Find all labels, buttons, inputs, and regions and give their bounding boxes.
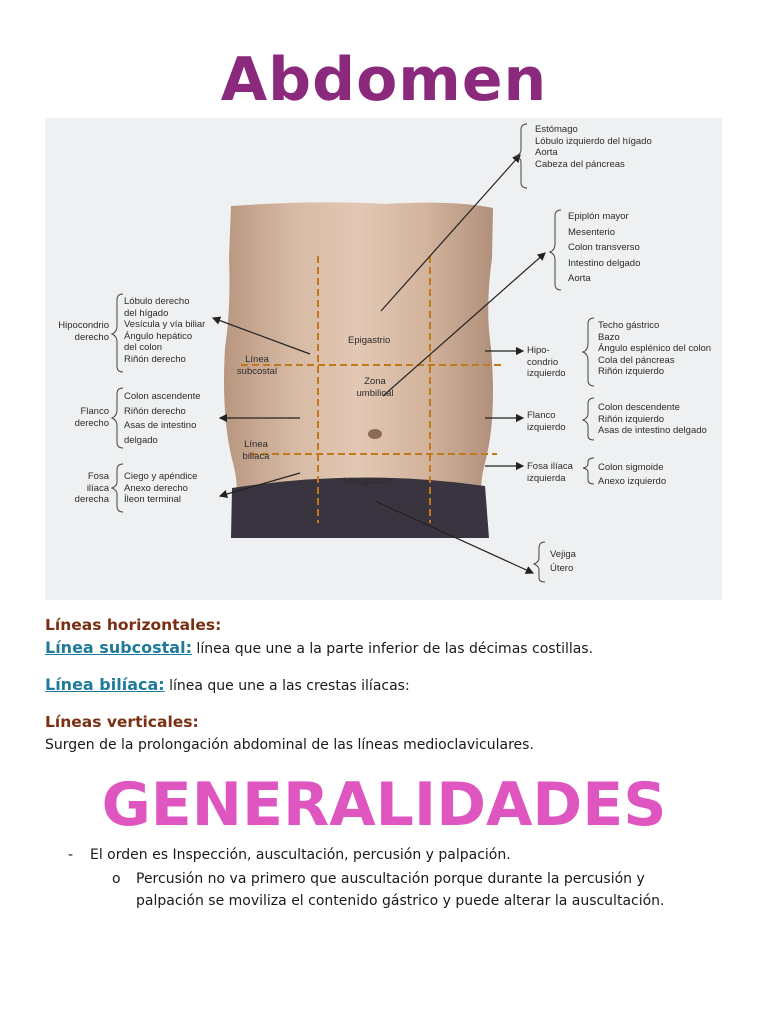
label-line: Flanco bbox=[80, 406, 109, 417]
label-line: Hipocondrio bbox=[58, 320, 109, 331]
label-line: del colon bbox=[124, 342, 163, 354]
label-intestino-delgado: Intestino delgado bbox=[568, 257, 641, 269]
page-title: Abdomen bbox=[220, 45, 548, 115]
paragraph-linea-subcostal bbox=[45, 638, 593, 657]
text-linea-biliaca: línea que une a las crestas ilíacas: bbox=[164, 678, 410, 694]
label-hipocondrio-izquierdo bbox=[527, 345, 566, 380]
label-colon-transverso: Colon transverso bbox=[568, 242, 640, 253]
label-line: biliaca bbox=[242, 450, 270, 462]
sub-bullet-line-2: palpación se moviliza el contenido gástrico y puede alterar la auscultación. bbox=[136, 893, 665, 909]
heading-lineas-horizontales: Líneas horizontales: bbox=[45, 616, 222, 634]
label-line: derecho bbox=[74, 417, 109, 429]
label-line: Asas de intestino delgado bbox=[598, 425, 707, 437]
term-linea-biliaca: Línea bilíaca: bbox=[45, 675, 165, 694]
label-line: Anexo derecho bbox=[124, 482, 188, 494]
list-hipocondrio-izquierdo bbox=[598, 320, 711, 378]
list-hipogastrio bbox=[550, 548, 576, 576]
sub-bullet-marker: o bbox=[112, 871, 121, 887]
paragraph-linea-biliaca bbox=[45, 675, 410, 694]
label-group-upper-right-1 bbox=[535, 124, 652, 170]
label-line: Riñón izquierdo bbox=[598, 413, 665, 425]
label-linea-biliaca bbox=[230, 439, 282, 462]
label-cabeza-pancreas: Cabeza del páncreas bbox=[535, 158, 625, 170]
label-line: condrio bbox=[527, 356, 559, 368]
list-hipocondrio-derecho bbox=[124, 296, 205, 366]
label-line: izquierdo bbox=[527, 368, 566, 380]
label-line: Anexo izquierdo bbox=[598, 476, 667, 487]
label-line: Asas de intestino bbox=[124, 420, 197, 431]
label-line: Línea bbox=[245, 354, 269, 365]
label-fosa-iliaca-derecha bbox=[47, 471, 109, 506]
label-line: subcostal bbox=[236, 365, 278, 377]
label-line: Vejiga bbox=[550, 549, 576, 560]
label-fosa-iliaca-izquierda bbox=[527, 461, 573, 484]
label-epigastrio: Epigastrio bbox=[348, 335, 391, 346]
heading-lineas-verticales: Líneas verticales: bbox=[45, 713, 199, 731]
text-linea-subcostal: línea que une a la parte inferior de las décimas costillas. bbox=[191, 641, 594, 657]
label-line: Flanco bbox=[527, 410, 556, 421]
label-line: delgado bbox=[124, 434, 158, 446]
label-epiplon: Epiplón mayor bbox=[568, 211, 629, 222]
label-line: derecho bbox=[74, 331, 109, 343]
bullet-text-orden: El orden es Inspección, auscultación, percusión y palpación. bbox=[90, 847, 511, 863]
heading-generalidades: GENERALIDADES bbox=[101, 770, 667, 840]
label-line: izquierda bbox=[527, 472, 566, 484]
text-lineas-verticales: Surgen de la prolongación abdominal de las líneas medioclaviculares. bbox=[45, 737, 534, 753]
label-line: Zona bbox=[364, 376, 386, 387]
navel bbox=[368, 429, 382, 439]
abdomen-diagram bbox=[45, 118, 722, 600]
label-line: Vesícula y vía biliar bbox=[124, 319, 206, 331]
label-line: Íleon terminal bbox=[124, 494, 182, 506]
label-group-upper-right-2 bbox=[568, 209, 640, 287]
label-flanco-derecho bbox=[47, 406, 109, 429]
label-line: Fosa ilíaca bbox=[527, 461, 573, 472]
label-line: Riñón derecho bbox=[124, 353, 186, 365]
label-line: Lóbulo derecho bbox=[124, 296, 190, 307]
label-aorta-1: Aorta bbox=[535, 147, 558, 159]
label-line: Fosa bbox=[87, 471, 109, 482]
list-fosa-iliaca-derecha bbox=[124, 471, 197, 506]
label-line: ilíaca bbox=[86, 482, 109, 494]
list-flanco-izquierdo bbox=[598, 402, 707, 437]
label-flanco-izquierdo bbox=[527, 410, 566, 433]
label-line: izquierdo bbox=[527, 421, 566, 433]
label-line: Colon descendente bbox=[598, 402, 680, 413]
label-line: del hígado bbox=[124, 307, 169, 319]
label-mesenterio: Mesenterio bbox=[568, 226, 615, 238]
label-hipocondrio-derecho bbox=[47, 320, 109, 343]
label-line: Útero bbox=[550, 563, 574, 574]
label-line: Colon sigmoide bbox=[598, 462, 664, 473]
label-line: Ciego y apéndice bbox=[124, 471, 198, 482]
label-line: Colon ascendente bbox=[124, 391, 201, 402]
label-line: Techo gástrico bbox=[598, 320, 660, 331]
list-flanco-derecho bbox=[124, 390, 201, 448]
label-line: umbilical bbox=[356, 387, 394, 399]
label-hipogastrio: Hipogastrio bbox=[344, 476, 393, 487]
term-linea-subcostal: Línea subcostal: bbox=[45, 638, 192, 657]
label-estomago: Estómago bbox=[535, 124, 578, 135]
label-line: Ángulo hepático bbox=[124, 330, 193, 342]
label-line: Riñón derecho bbox=[124, 405, 186, 417]
sub-bullet-line-1: Percusión no va primero que auscultación porque durante la percusión y bbox=[136, 871, 645, 887]
label-line: Bazo bbox=[598, 331, 620, 343]
label-lobulo-izquierdo: Lóbulo izquierdo del hígado bbox=[535, 135, 652, 147]
label-line: Línea bbox=[244, 439, 268, 450]
label-zona-umbilical bbox=[345, 376, 405, 399]
label-line: Cola del páncreas bbox=[598, 354, 675, 366]
label-line: Ángulo esplénico del colon bbox=[598, 343, 712, 355]
label-line: Hipo- bbox=[527, 345, 550, 356]
list-fosa-iliaca-izquierda bbox=[598, 461, 666, 489]
label-line: derecha bbox=[74, 494, 109, 506]
label-aorta-2: Aorta bbox=[568, 273, 591, 284]
bullet-marker: - bbox=[68, 847, 74, 863]
label-line: Riñón izquierdo bbox=[598, 366, 665, 378]
label-linea-subcostal bbox=[231, 354, 283, 377]
